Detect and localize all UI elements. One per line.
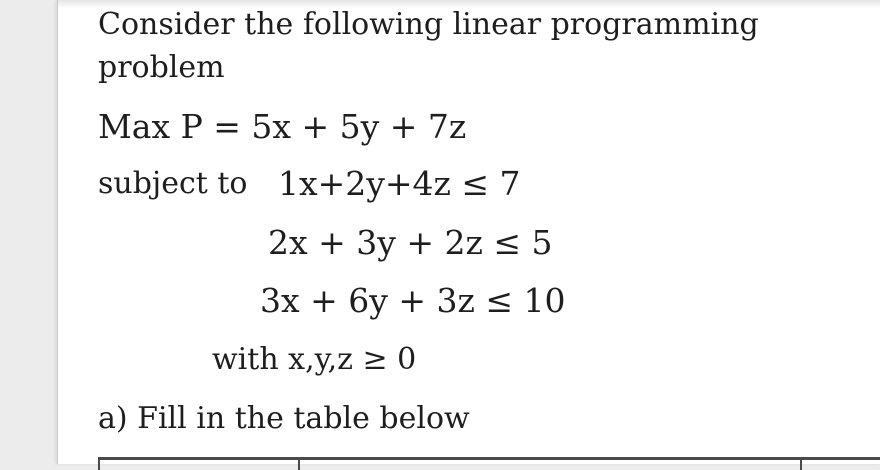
intro-text-line-1: Consider the following linear programming — [98, 7, 759, 42]
constraint-1: 1x+2y+4z ≤ 7 — [278, 164, 521, 203]
document-page — [57, 0, 880, 464]
constraint-2: 2x + 3y + 2z ≤ 5 — [268, 223, 553, 262]
question-a: a) Fill in the table below — [98, 401, 470, 436]
intro-text-line-2: problem — [98, 50, 225, 85]
constraint-3: 3x + 6y + 3z ≤ 10 — [260, 281, 566, 320]
subject-to-label: subject to — [98, 166, 248, 201]
nonnegativity-constraint: with x,y,z ≥ 0 — [212, 342, 417, 377]
table-column-divider — [298, 460, 300, 470]
table-column-divider — [800, 460, 802, 470]
objective-function: Max P = 5x + 5y + 7z — [98, 107, 467, 146]
